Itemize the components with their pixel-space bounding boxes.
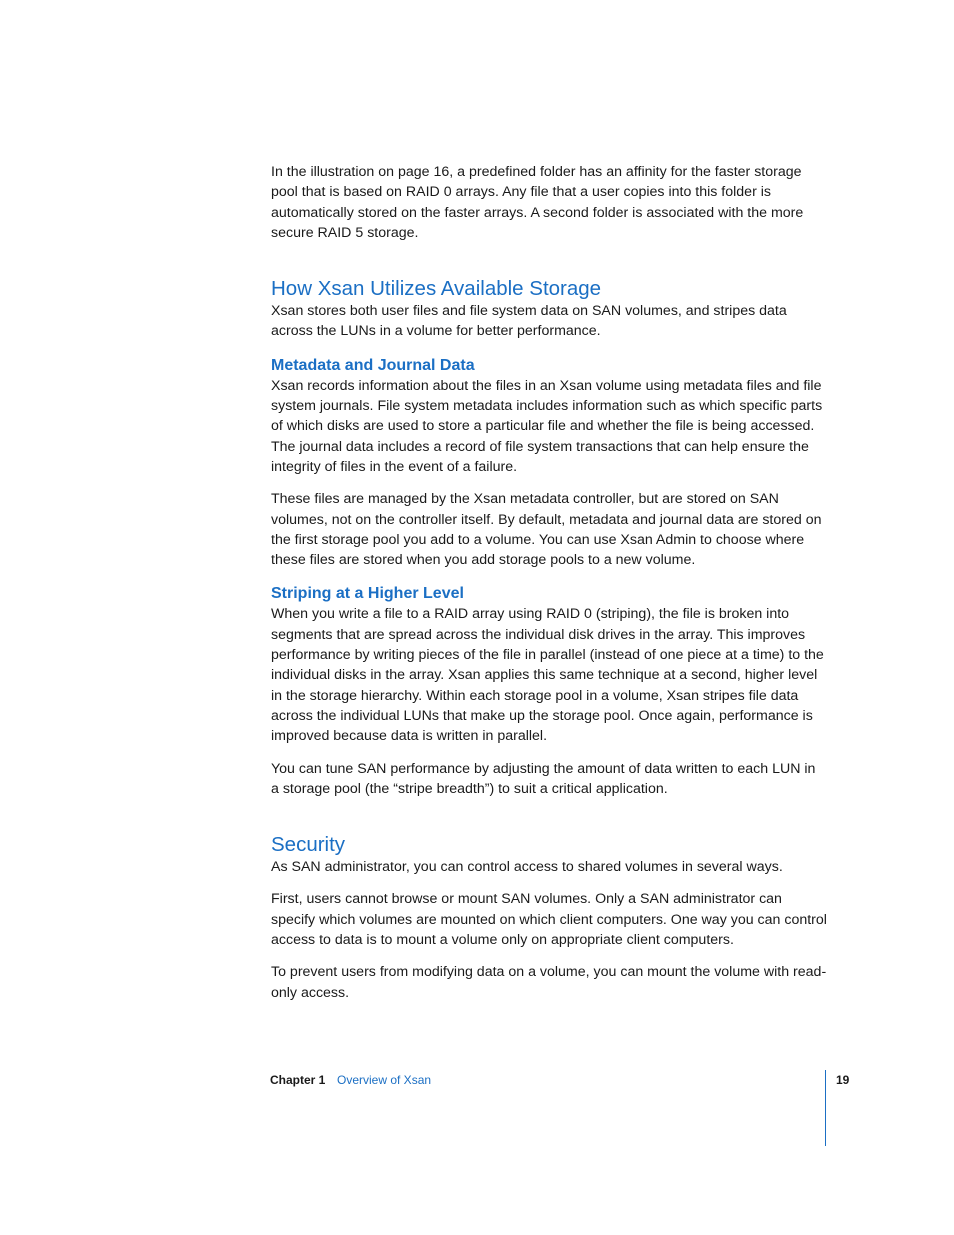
striping-paragraph-2: You can tune SAN performance by adjusting the amount of data written to each LUN in a storage pool (the “stripe breadth”) to suit a critical application. — [271, 760, 816, 797]
intro-paragraph: In the illustration on page 16, a predefined folder has an affinity for the faster storage pool that is based on RAID 0 arrays. Any file that a user copies into this folder is automatically stored on the faster arrays. A second folder is associated with the more secure RAID 5 storage. — [271, 164, 804, 241]
metadata-paragraph-2: These files are managed by the Xsan metadata controller, but are stored on SAN volumes, not on the controller itself. By default, metadata and journal data are stored on the first storage pool you add to a volume. You can use Xsan Admin to choose where these files are stored when you add storage pools to a new volume. — [271, 491, 822, 569]
heading-metadata-journal: Metadata and Journal Data — [271, 356, 475, 374]
footer-divider — [825, 1070, 826, 1146]
metadata-paragraph-1: Xsan records information about the files in an Xsan volume using metadata files and file system journals. File system metadata includes information such as which specific parts of which disks are used to store a particular file and whether the file is being accessed. The journal data includes a record of file system transactions that can help ensure the integrity of files in the event of a failure. — [271, 377, 823, 475]
security-paragraph-3: To prevent users from modifying data on a volume, you can mount the volume with read-only access. — [271, 964, 827, 1001]
heading-security: Security — [271, 833, 346, 857]
page-number: 19 — [836, 1073, 850, 1087]
footer-chapter-title: Overview of Xsan — [337, 1073, 432, 1087]
security-paragraph-2: First, users cannot browse or mount SAN volumes. Only a SAN administrator can specify which volumes are mounted on which client computers. One way you can control access to data is to mount a volume only on appropriate client computers. — [271, 891, 827, 949]
footer-chapter-label: Chapter 1 — [270, 1073, 326, 1087]
heading-how-xsan-utilizes-storage: How Xsan Utilizes Available Storage — [271, 277, 602, 301]
page-content — [271, 162, 827, 1003]
heading-striping: Striping at a Higher Level — [271, 585, 464, 603]
storage-paragraph: Xsan stores both user files and file system data on SAN volumes, and stripes data across the LUNs in a volume for better performance. — [271, 303, 787, 340]
security-paragraph-1: As SAN administrator, you can control access to shared volumes in several ways. — [271, 859, 783, 876]
striping-paragraph-1: When you write a file to a RAID array using RAID 0 (striping), the file is broken into segments that are spread across the individual disk drives in the array. This improves performance by writing pieces of the file in parallel (instead of one piece at a time) to the individual disks in the array. Xsan applies this same technique at a second, higher level in the storage hierarchy. Within each storage pool in a volume, Xsan stripes file data across the individual LUNs that make up the storage pool. Once again, performance is improved because data is written in parallel. — [271, 606, 824, 745]
